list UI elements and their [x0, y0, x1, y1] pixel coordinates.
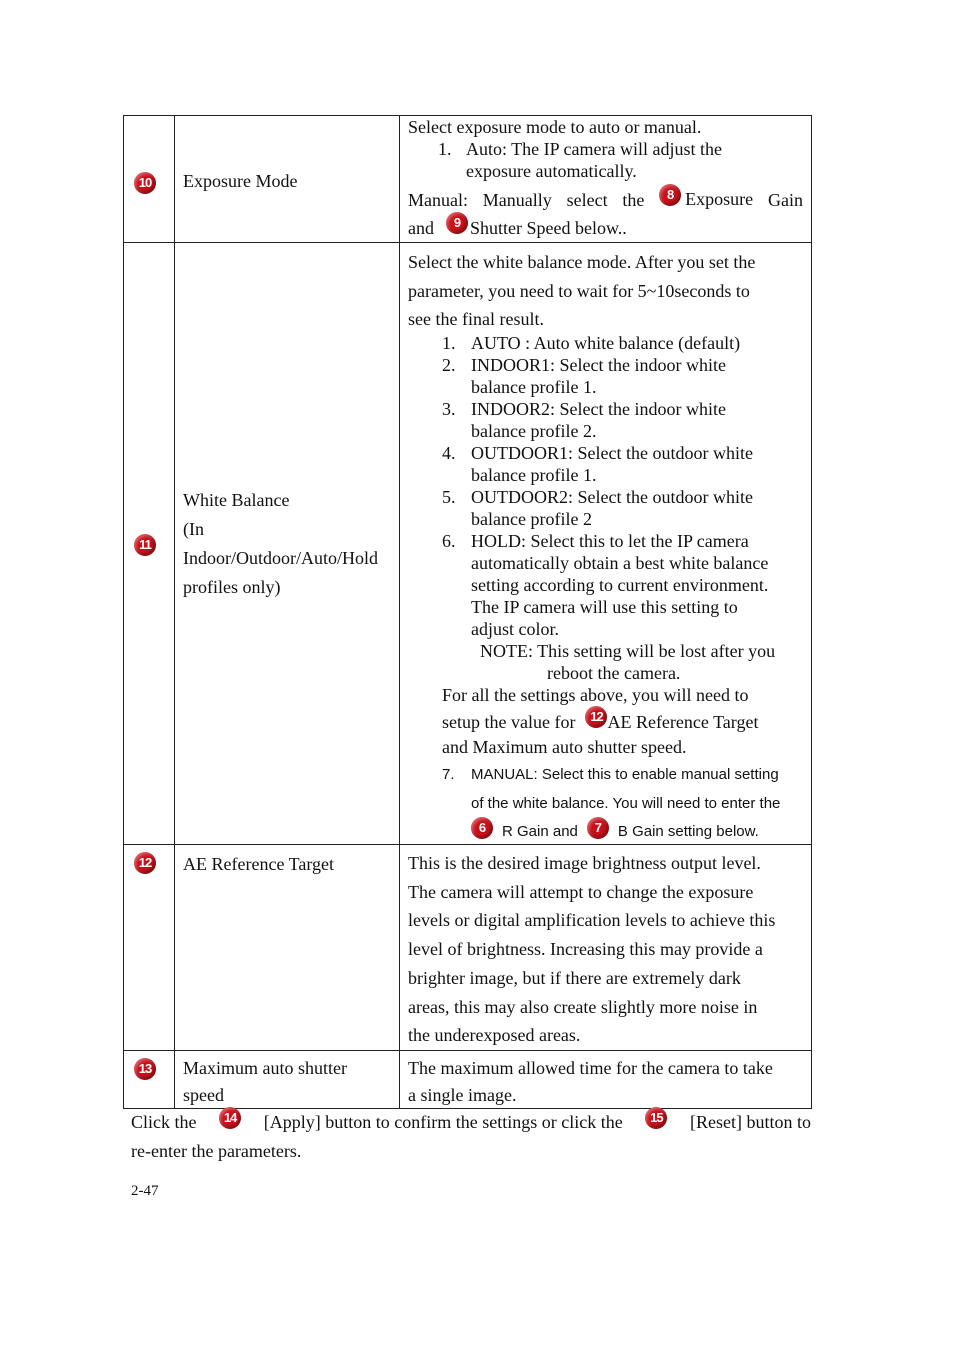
- setting-description-cell: [400, 1050, 812, 1108]
- setting-description-cell: [400, 116, 812, 243]
- list-item: [442, 332, 803, 354]
- number-11-icon: 11: [134, 534, 156, 556]
- number-8-icon: 8: [659, 184, 681, 206]
- desc-line: levels or digital amplification levels to achieve this: [408, 910, 776, 931]
- list-text: The IP camera will use this setting to: [471, 597, 738, 617]
- text: For all the settings above, you will need to: [442, 685, 749, 705]
- desc-line: This is the desired image brightness output level.: [408, 853, 761, 873]
- list-text: INDOOR1: Select the indoor white: [471, 355, 726, 375]
- note-text: NOTE: This setting will be lost after you: [480, 641, 776, 661]
- list-number: 7.: [442, 766, 455, 783]
- setting-name: Exposure Mode: [183, 171, 298, 191]
- row-number-cell: [124, 116, 175, 243]
- setup-line: [442, 708, 803, 736]
- text: re-enter the parameters.: [131, 1141, 302, 1161]
- setting-name: Indoor/Outdoor/Auto/Hold: [183, 548, 378, 568]
- footer-paragraph: [131, 1108, 811, 1166]
- setting-name: (In: [183, 519, 204, 539]
- list-text: balance profile 2.: [471, 421, 597, 441]
- list-text: automatically obtain a best white balance: [471, 553, 769, 573]
- text: select: [566, 190, 608, 210]
- text: AE Reference Target: [607, 712, 759, 732]
- list-text: of the white balance. You will need to enter the: [471, 795, 781, 812]
- list-text: OUTDOOR1: Select the outdoor white: [471, 443, 753, 463]
- manual-line-2: [408, 213, 803, 242]
- list-item: [442, 486, 803, 530]
- row-number-cell: [124, 845, 175, 1051]
- list-text: INDOOR2: Select the indoor white: [471, 399, 726, 419]
- text: [Apply] button to confirm the settings or click the: [263, 1112, 623, 1132]
- setting-name-cell: [175, 116, 400, 243]
- text: R Gain and: [502, 822, 578, 840]
- list-text: balance profile 1.: [471, 377, 597, 397]
- text: Manually: [482, 190, 552, 210]
- text: Manual:: [408, 190, 468, 210]
- desc-intro: parameter, you need to wait for 5~10seconds to: [408, 281, 750, 301]
- list-number: 4.: [442, 443, 456, 463]
- desc-line: the underexposed areas.: [408, 1025, 581, 1046]
- note: [442, 640, 803, 684]
- list-item: [408, 138, 803, 182]
- desc-line: level of brightness. Increasing this may provide a: [408, 939, 763, 960]
- number-9-icon: 9: [446, 212, 468, 234]
- list-number: 1.: [442, 333, 456, 353]
- setting-name: White Balance: [183, 490, 290, 510]
- table-row: [124, 243, 812, 845]
- desc-line: a single image.: [408, 1084, 517, 1105]
- list-item: [442, 442, 803, 486]
- list-text: balance profile 2: [471, 509, 592, 529]
- number-10-icon: 10: [134, 172, 156, 194]
- text: [Reset] button to: [690, 1112, 811, 1132]
- setting-name: profiles only): [183, 577, 281, 597]
- text: the: [622, 190, 645, 210]
- number-14-icon: 14: [219, 1107, 241, 1129]
- text: Shutter Speed below..: [470, 217, 627, 238]
- list-text: HOLD: Select this to let the IP camera: [471, 531, 749, 551]
- list-text: MANUAL: Select this to enable manual setting: [471, 766, 779, 783]
- setting-name: AE Reference Target: [183, 854, 334, 874]
- gain-line: [471, 818, 803, 844]
- row-number-cell: [124, 243, 175, 845]
- list-item: [442, 354, 803, 398]
- number-12-icon: 12: [585, 706, 607, 728]
- desc-line: brighter image, but if there are extremely dark: [408, 967, 741, 988]
- setting-name-cell: [175, 845, 400, 1051]
- setting-name-cell: [175, 243, 400, 845]
- setting-description-cell: [400, 243, 812, 845]
- text: Gain: [767, 190, 803, 210]
- text: B Gain setting below.: [617, 822, 759, 840]
- number-7-icon: 7: [587, 817, 609, 839]
- list-number: 3.: [442, 399, 456, 419]
- list-text: balance profile 1.: [471, 465, 597, 485]
- setting-name: Maximum auto shutter: [183, 1057, 347, 1078]
- list-number: 6.: [442, 531, 456, 551]
- setting-description-cell: [400, 845, 812, 1051]
- page-number: 2-47: [131, 1183, 159, 1199]
- list-number: 2.: [442, 355, 456, 375]
- desc-intro: Select exposure mode to auto or manual.: [408, 117, 702, 137]
- number-6-icon: 6: [471, 817, 493, 839]
- list-text: OUTDOOR2: Select the outdoor white: [471, 487, 753, 507]
- text: setup the value for: [442, 712, 576, 732]
- list-item: [442, 530, 803, 640]
- row-number-cell: [124, 1050, 175, 1108]
- list-text: setting according to current environment.: [471, 575, 769, 595]
- setting-name: speed: [183, 1084, 224, 1105]
- text: Exposure: [685, 189, 754, 210]
- desc-intro: Select the white balance mode. After you set the: [408, 252, 756, 272]
- list-text: Auto: The IP camera will adjust the: [466, 139, 722, 159]
- list-text: adjust color.: [471, 619, 559, 639]
- number-12-icon: 12: [134, 852, 156, 874]
- number-15-icon: 15: [645, 1107, 667, 1129]
- manual-line: [408, 187, 803, 213]
- desc-line: The maximum allowed time for the camera to take: [408, 1057, 773, 1078]
- desc-line: areas, this may also create slightly more noise in: [408, 996, 758, 1017]
- list-text: exposure automatically.: [466, 161, 637, 181]
- text: and Maximum auto shutter speed.: [442, 737, 687, 757]
- list-text: AUTO : Auto white balance (default): [471, 333, 741, 353]
- list-item: [442, 760, 803, 844]
- note-text: reboot the camera.: [547, 663, 681, 683]
- table-row: [124, 845, 812, 1051]
- desc-intro: see the final result.: [408, 309, 544, 329]
- number-13-icon: 13: [134, 1058, 156, 1080]
- table-row: [124, 116, 812, 243]
- text: and: [408, 217, 434, 238]
- text: Click the: [131, 1112, 197, 1132]
- desc-line: The camera will attempt to change the exposure: [408, 881, 754, 902]
- list-item: [442, 398, 803, 442]
- settings-table: [123, 115, 812, 1109]
- table-row: [124, 1050, 812, 1108]
- list-number: 5.: [442, 487, 456, 507]
- setting-name-cell: [175, 1050, 400, 1108]
- list-number: 1.: [438, 139, 452, 159]
